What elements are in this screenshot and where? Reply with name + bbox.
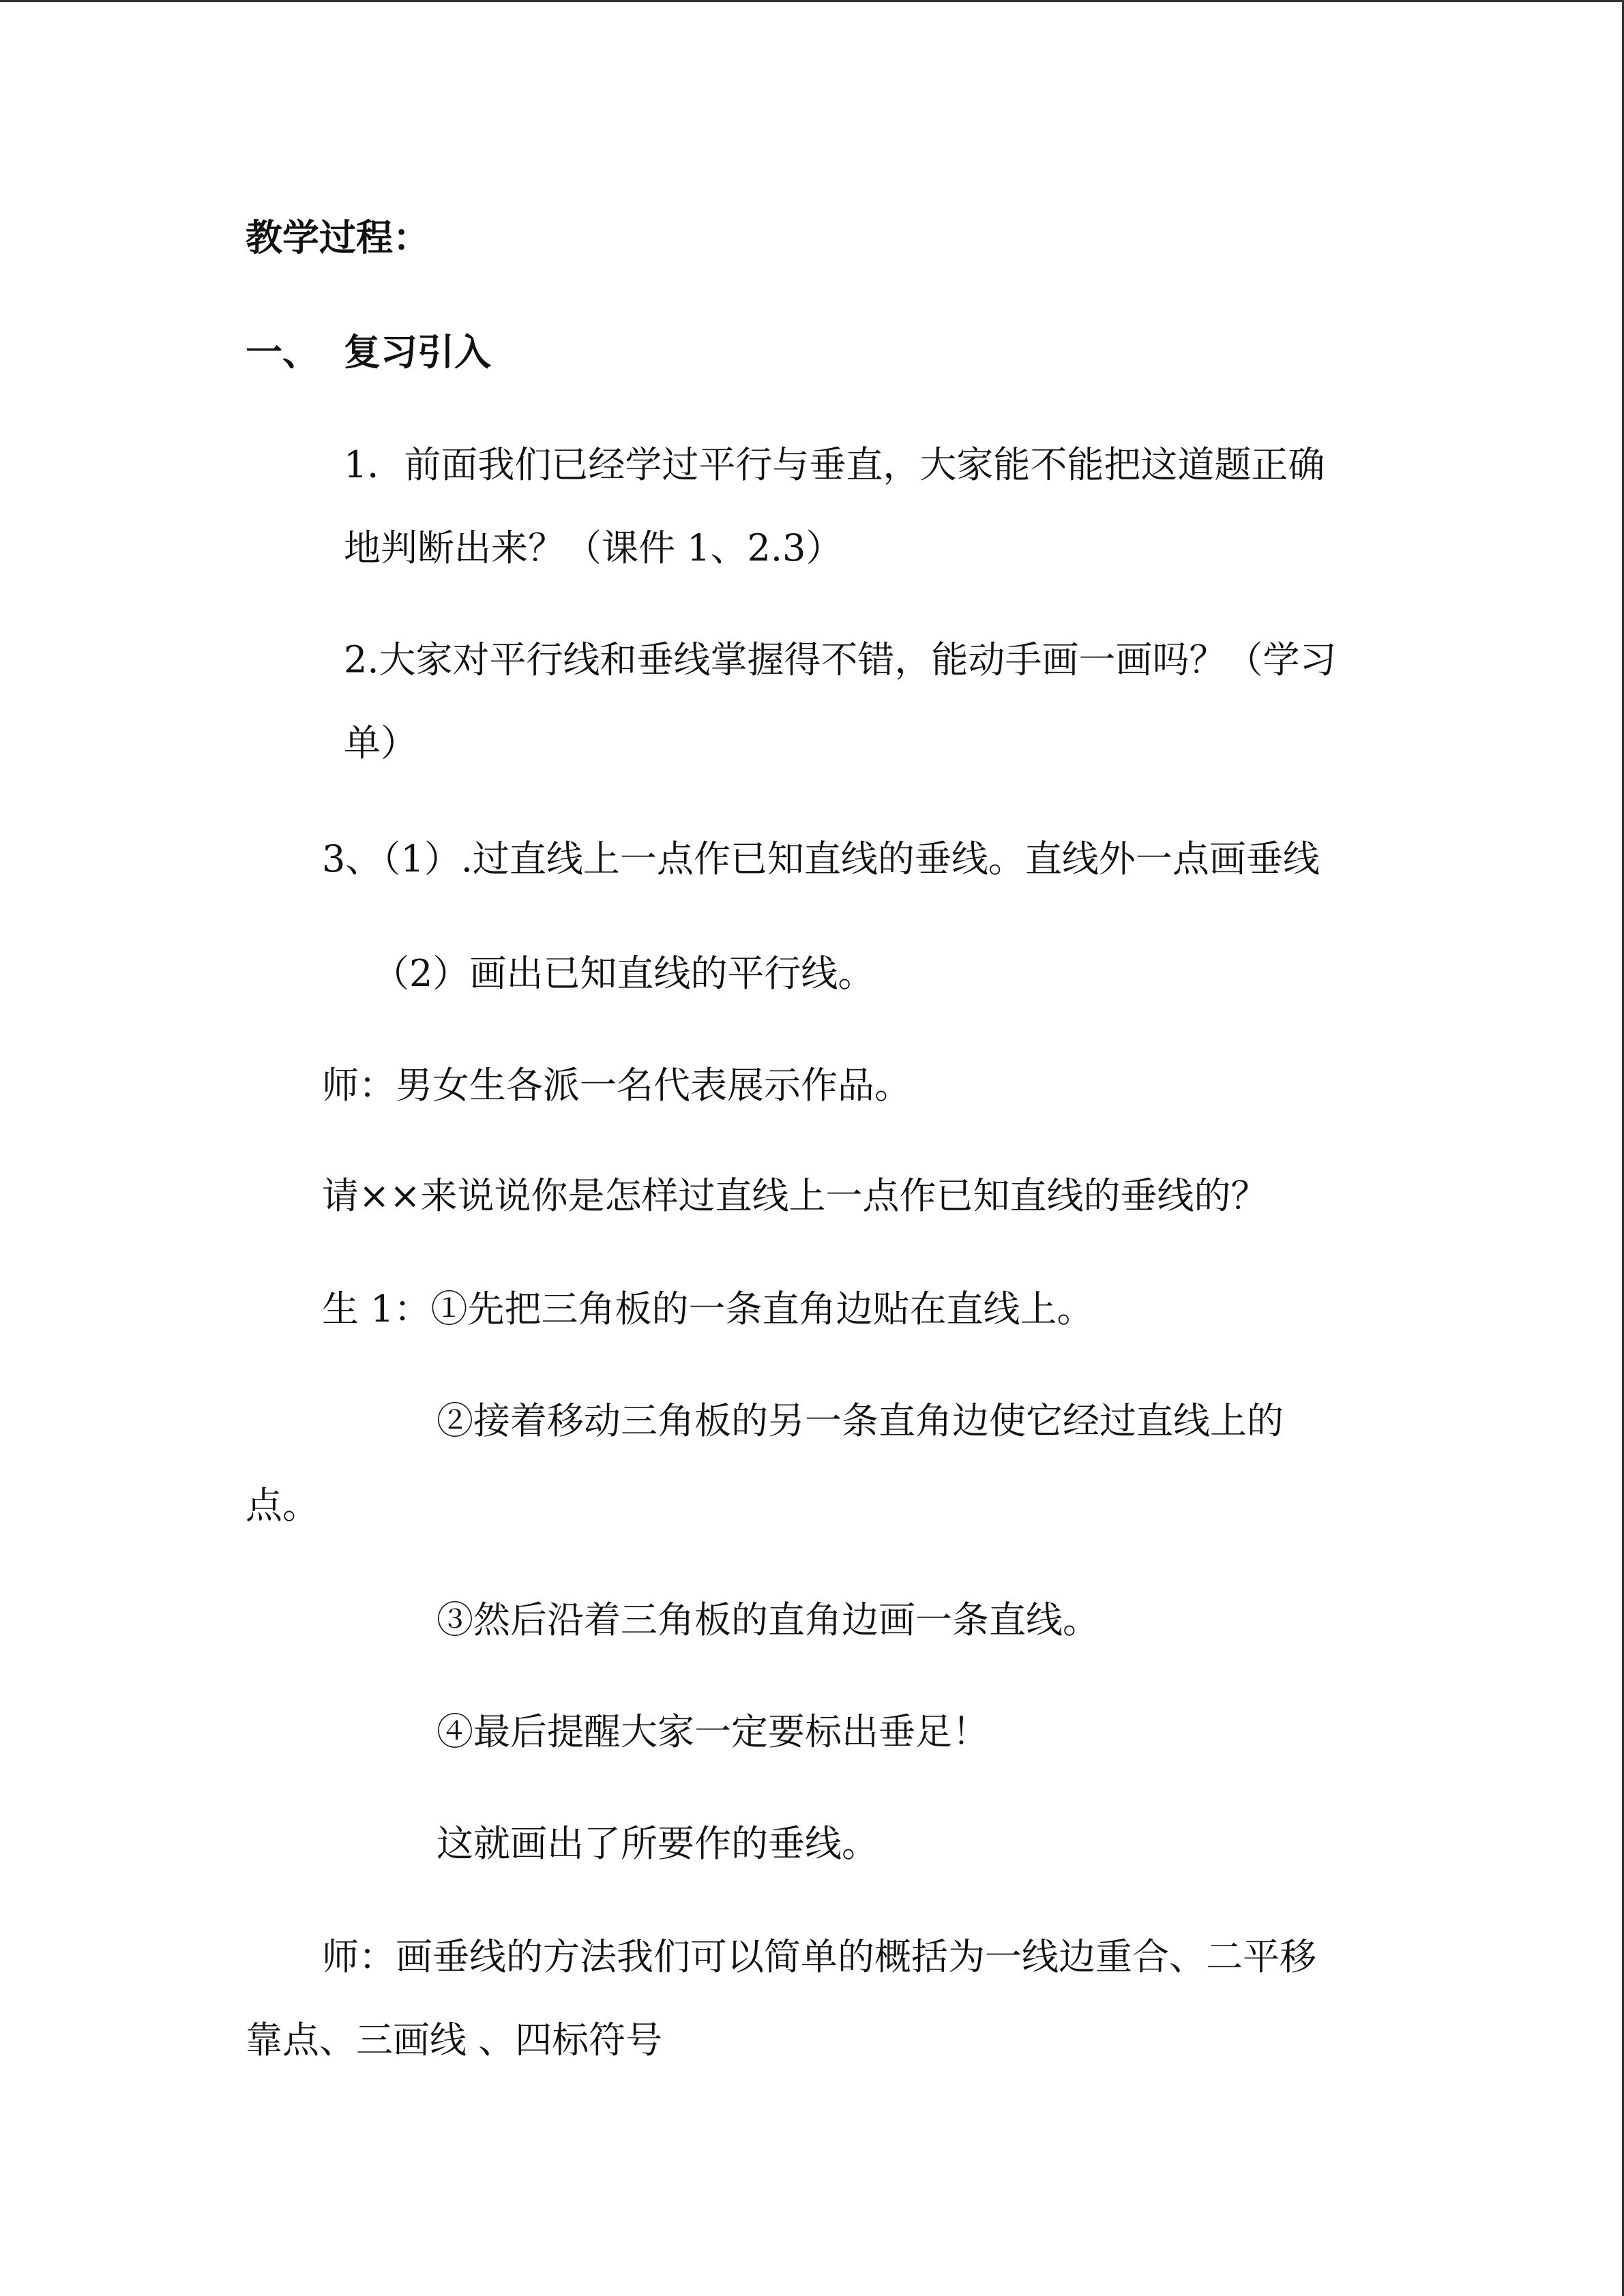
section-number: 一、: [246, 330, 319, 374]
student-step-2-line-2: 点。: [246, 1484, 319, 1527]
student-step-2-line-1: ②接着移动三角板的另一条直角边使它经过直线上的: [437, 1399, 1284, 1442]
item-1-line-1: 1．前面我们已经学过平行与垂直，大家能不能把这道题正确: [344, 443, 1325, 486]
item-3-line-2: （2）画出已知直线的平行线。: [372, 952, 875, 995]
student-step-1: 生 1：①先把三角板的一条直角边贴在直线上。: [322, 1287, 1094, 1330]
student-conclusion: 这就画出了所要作的垂线。: [437, 1822, 879, 1865]
item-2-line-2: 单）: [344, 721, 417, 764]
student-step-3: ③然后沿着三角板的直角边画一条直线。: [437, 1598, 1099, 1641]
item-1-line-2: 地判断出来？（课件 1、2.3）: [344, 526, 843, 569]
teacher-summary-line-2: 靠点、三画线 、四标符号: [246, 2018, 663, 2061]
item-3-line-1: 3、（1）.过直线上一点作已知直线的垂线。直线外一点画垂线: [322, 837, 1320, 880]
teacher-statement-1: 师：男女生各派一名代表展示作品。: [322, 1064, 911, 1107]
teacher-summary-line-1: 师：画垂线的方法我们可以简单的概括为一线边重合、二平移: [322, 1935, 1316, 1978]
teacher-question: 请××来说说你是怎样过直线上一点作已知直线的垂线的？: [322, 1174, 1268, 1217]
section-title: 复习引入: [344, 330, 491, 374]
student-step-4: ④最后提醒大家一定要标出垂足！: [437, 1710, 989, 1753]
document-heading: 教学过程：: [246, 215, 430, 259]
item-2-line-1: 2.大家对平行线和垂线掌握得不错，能动手画一画吗？（学习: [344, 638, 1337, 681]
page-top-border: [0, 0, 1624, 2]
